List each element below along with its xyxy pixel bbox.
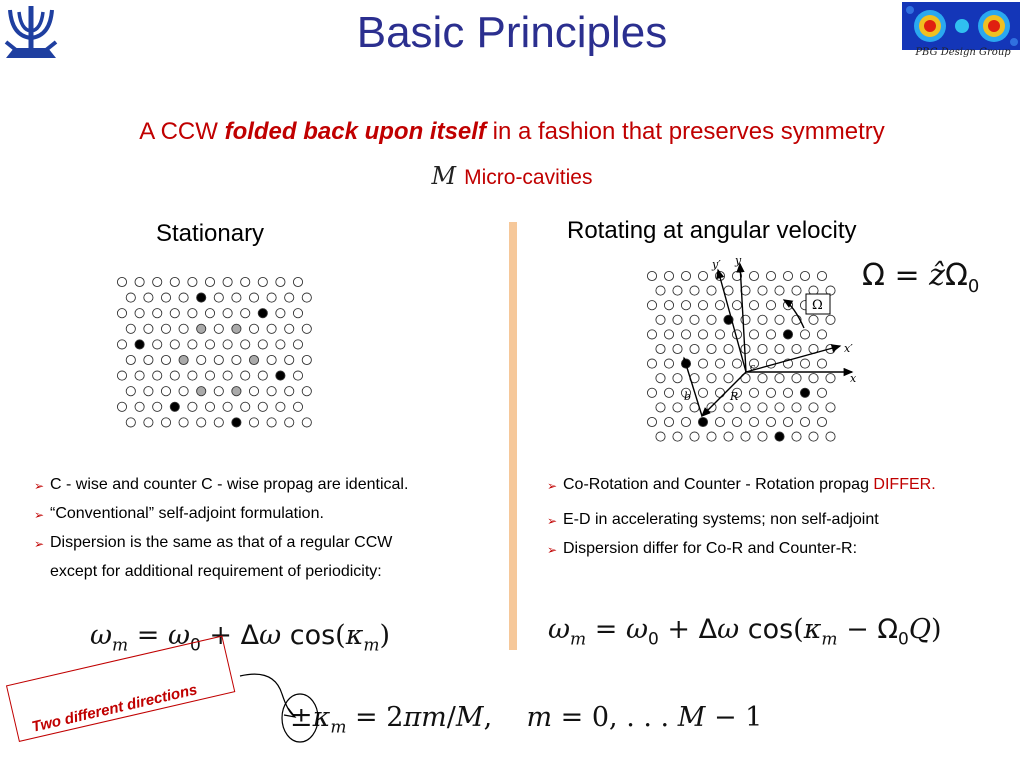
lattice-rod [214,418,223,427]
lattice-rod [302,355,311,364]
lattice-rod [258,277,267,286]
subtitle-pre: A CCW [139,118,218,145]
lattice-rod [758,432,767,441]
pbg-group-logo-text: PBG Design Group [915,47,1011,58]
lattice-rod [285,355,294,364]
lattice-rod [698,388,707,397]
rotating-dispersion-formula: $\omega_m = \omega_0 + \Delta\omega$ $\cos(\kappa_m - \Omega_0Q)$ [548,614,942,650]
lattice-rod [223,277,232,286]
lattice-rod [647,330,656,339]
lattice-rod [267,418,276,427]
resonator-dot [232,418,241,427]
symmetry-symbol: M [431,162,457,190]
stationary-dispersion-formula: $\omega_m = \omega_0 + \Delta\omega$ $\cos(\kappa_m)$ [90,620,391,656]
lattice-rod [707,286,716,295]
left-bullet-list [34,471,504,585]
lattice-rod [179,293,188,302]
b-label: b [684,390,692,403]
lattice-rod [285,293,294,302]
lattice-rod [232,293,241,302]
lattice-rod [117,277,126,286]
lattice-rod [673,315,682,324]
lattice-rod [135,371,144,380]
resonator-dot [698,417,707,426]
lattice-rod [681,417,690,426]
lattice-rod [179,418,188,427]
r-label: R [730,390,739,403]
lattice-rod [783,388,792,397]
x-prime-label: x′ [844,342,853,355]
lattice-rod [690,344,699,353]
lattice-rod [749,388,758,397]
lattice-rod [826,403,835,412]
list-item: ➢ Co-Rotation and Counter - Rotation propag DIFFER. [547,471,1022,500]
lattice-rod [647,271,656,280]
rotating-heading: Rotating at angular velocity [567,217,857,244]
lattice-rod [673,403,682,412]
resonator-dot [197,293,206,302]
lattice-rod [783,417,792,426]
periodicity-formula: $\pm\kappa_m = 2\pi m/M$, m = 0, . . . M − 1 [290,702,763,738]
lattice-rod [766,271,775,280]
lattice-rod [681,301,690,310]
lattice-rod [205,277,214,286]
lattice-rod [800,330,809,339]
lattice-rod [749,271,758,280]
lattice-rod [758,286,767,295]
lattice-rod [681,271,690,280]
resonator-dot [170,402,179,411]
resonator-dot [800,388,809,397]
column-divider [509,222,517,650]
lattice-rod [276,340,285,349]
lattice-rod [817,330,826,339]
lattice-rod [241,309,250,318]
lattice-rod [664,417,673,426]
list-item-continuation: except for additional requirement of periodicity: [50,563,382,580]
list-item: ➢ Dispersion is the same as that of a regular CCW [34,529,504,558]
lattice-rod [775,374,784,383]
subtitle-emphasis: folded back upon itself [224,118,486,145]
lattice-rod [647,359,656,368]
subtitle-line [0,118,1024,146]
lattice-rod [241,371,250,380]
lattice-rod [817,417,826,426]
lattice-rod [223,340,232,349]
lattice-rod [656,344,665,353]
lattice-rod [241,340,250,349]
lattice-rod [144,387,153,396]
resonator-dot [775,432,784,441]
lattice-rod [117,340,126,349]
lattice-rod [144,324,153,333]
lattice-rod [775,403,784,412]
lattice-rod [800,417,809,426]
plus-minus-circle [282,694,318,742]
lattice-rod [285,387,294,396]
lattice-rod [188,340,197,349]
lattice-rod [232,355,241,364]
lattice-rod [690,286,699,295]
lattice-rod [681,330,690,339]
lattice-rod [758,315,767,324]
lattice-rod [664,388,673,397]
page-title: Basic Principles [356,8,668,57]
lattice-rod [707,432,716,441]
bullet-arrow-icon: ➢ [547,479,558,493]
lattice-rod [117,371,126,380]
lattice-rod [302,324,311,333]
lattice-rod [749,417,758,426]
lattice-rod [153,309,162,318]
lattice-rod [715,330,724,339]
lattice-rod [656,403,665,412]
omega-box-label: Ω [812,298,823,313]
lattice-rod [809,432,818,441]
y-prime-label: y′ [712,258,721,271]
resonator-dot [135,340,144,349]
lattice-rod [267,293,276,302]
lattice-rod [197,355,206,364]
lattice-rod [758,344,767,353]
lattice-rod [707,315,716,324]
omega-formula: Ω = ẑΩ$_0$ [862,258,980,297]
lattice-rod [285,324,294,333]
lattice-rod [766,388,775,397]
lattice-rod [732,359,741,368]
lattice-rod [826,374,835,383]
lattice-rod [170,371,179,380]
lattice-rod [724,344,733,353]
bullet-arrow-icon: ➢ [34,508,45,522]
lattice-rod [144,418,153,427]
lattice-rod [792,403,801,412]
bullet-arrow-icon: ➢ [34,537,45,551]
lattice-rod [775,344,784,353]
lattice-rod [153,402,162,411]
lattice-rod [276,402,285,411]
subtitle-post: in a fashion that preserves symmetry [492,118,885,145]
lattice-rod [664,301,673,310]
lattice-rod [126,418,135,427]
lattice-rod [766,330,775,339]
lattice-rod [179,324,188,333]
lattice-rod [783,301,792,310]
stationary-lattice-diagram [110,270,330,450]
lattice-rod [809,374,818,383]
lattice-rod [258,371,267,380]
lattice-rod [249,387,258,396]
lattice-rod [135,277,144,286]
coupling-dot [197,324,206,333]
lattice-rod [188,277,197,286]
lattice-rod [741,432,750,441]
c-label: c [750,363,756,373]
lattice-rod [205,402,214,411]
lattice-rod [792,432,801,441]
lattice-rod [690,432,699,441]
lattice-rod [792,344,801,353]
lattice-rod [153,340,162,349]
lattice-rod [161,324,170,333]
lattice-rod [809,315,818,324]
lattice-rod [656,286,665,295]
lattice-rod [647,388,656,397]
lattice-rod [161,418,170,427]
lattice-rod [749,330,758,339]
lattice-rod [267,355,276,364]
list-item: ➢ “Conventional” self-adjoint formulation. [34,500,504,529]
lattice-rod [698,330,707,339]
bullet-arrow-icon: ➢ [34,479,45,493]
lattice-rod [258,340,267,349]
lattice-rod [647,417,656,426]
lattice-rod [302,418,311,427]
lattice-rod [707,374,716,383]
coupling-dot [249,355,258,364]
lattice-rod [188,402,197,411]
lattice-rod [647,301,656,310]
lattice-rod [302,387,311,396]
lattice-rod [792,374,801,383]
lattice-rod [214,355,223,364]
lattice-rod [302,293,311,302]
list-item: ➢ E-D in accelerating systems; non self-adjoint [547,506,1022,535]
callout-arrow [230,668,320,758]
lattice-rod [673,344,682,353]
lattice-rod [135,309,144,318]
rotating-lattice-diagram [640,254,865,454]
lattice-rod [715,388,724,397]
lattice-rod [276,277,285,286]
lattice-rod [817,271,826,280]
lattice-rod [724,432,733,441]
lattice-rod [293,309,302,318]
lattice-rod [690,315,699,324]
lattice-rod [276,309,285,318]
lattice-rod [117,309,126,318]
list-item: ➢ Dispersion differ for Co-R and Counter-R: [547,535,1022,564]
lattice-rod [664,359,673,368]
lattice-rod [267,324,276,333]
lattice-rod [656,315,665,324]
lattice-rod [783,271,792,280]
resonator-dot [783,330,792,339]
bullet-arrow-icon: ➢ [547,543,558,557]
lattice-rod [223,402,232,411]
lattice-rod [117,402,126,411]
lattice-rod [809,403,818,412]
lattice-rod [126,324,135,333]
lattice-rod [724,403,733,412]
lattice-rod [656,432,665,441]
lattice-rod [715,359,724,368]
coupling-dot [232,387,241,396]
y-label: y [735,254,742,267]
lattice-rod [732,417,741,426]
lattice-rod [153,277,162,286]
lattice-rod [135,402,144,411]
lattice-rod [188,371,197,380]
lattice-rod [766,417,775,426]
lattice-rod [293,402,302,411]
coupling-dot [179,355,188,364]
bullet-arrow-icon: ➢ [547,514,558,528]
lattice-rod [817,388,826,397]
lattice-rod [800,271,809,280]
lattice-rod [241,402,250,411]
right-bullet-list [547,471,1022,564]
lattice-rod [161,355,170,364]
lattice-rod [826,315,835,324]
subtitle-micro-cavities: Micro-cavities [464,166,593,189]
lattice-rod [170,277,179,286]
lattice-rod [144,293,153,302]
lattice-rod [758,403,767,412]
lattice-rod [258,402,267,411]
coupling-dot [232,324,241,333]
lattice-rod [293,340,302,349]
lattice-rod [293,371,302,380]
coupling-dot [197,387,206,396]
lattice-rod [707,344,716,353]
lattice-rod [205,309,214,318]
lattice-rod [673,374,682,383]
lattice-rod [223,309,232,318]
lattice-rod [170,309,179,318]
resonator-dot [258,309,267,318]
lattice-rod [698,301,707,310]
lattice-rod [126,293,135,302]
lattice-rod [249,293,258,302]
lattice-rod [161,293,170,302]
lattice-rod [664,271,673,280]
lattice-rod [749,301,758,310]
lattice-rod [715,301,724,310]
lattice-rod [715,417,724,426]
lattice-rod [664,330,673,339]
lattice-rod [817,359,826,368]
callout-text: Two different directions [30,681,199,736]
lattice-rod [758,374,767,383]
x-label: x [850,372,857,385]
lattice-rod [724,286,733,295]
lattice-rod [741,403,750,412]
lattice-rod [214,324,223,333]
lattice-rod [126,355,135,364]
resonator-dot [276,371,285,380]
lattice-rod [267,387,276,396]
lattice-rod [205,371,214,380]
lattice-rod [214,387,223,396]
lattice-rod [673,286,682,295]
lattice-rod [144,355,153,364]
lattice-rod [161,387,170,396]
lattice-rod [766,301,775,310]
lattice-rod [249,324,258,333]
lattice-rod [285,418,294,427]
lattice-rod [826,432,835,441]
lattice-rod [241,277,250,286]
lattice-rod [197,418,206,427]
lattice-rod [153,371,162,380]
stationary-heading: Stationary [156,220,265,247]
differ-emphasis: DIFFER. [873,476,936,493]
lattice-rod [792,286,801,295]
lattice-rod [214,293,223,302]
lattice-rod [698,359,707,368]
lattice-rod [188,309,197,318]
lattice-rod [732,301,741,310]
lattice-rod [775,315,784,324]
lattice-rod [179,387,188,396]
lattice-rod [293,277,302,286]
lattice-rod [249,418,258,427]
lattice-rod [698,271,707,280]
lattice-rod [673,432,682,441]
lattice-rod [775,286,784,295]
lattice-rod [205,340,214,349]
subtitle-line-2 [0,162,1024,190]
lattice-rod [126,387,135,396]
lattice-rod [800,359,809,368]
lattice-rod [724,374,733,383]
lattice-rod [170,340,179,349]
list-item: ➢ C - wise and counter C - wise propag are identical. [34,471,504,500]
lattice-rod [223,371,232,380]
lattice-rod [656,374,665,383]
